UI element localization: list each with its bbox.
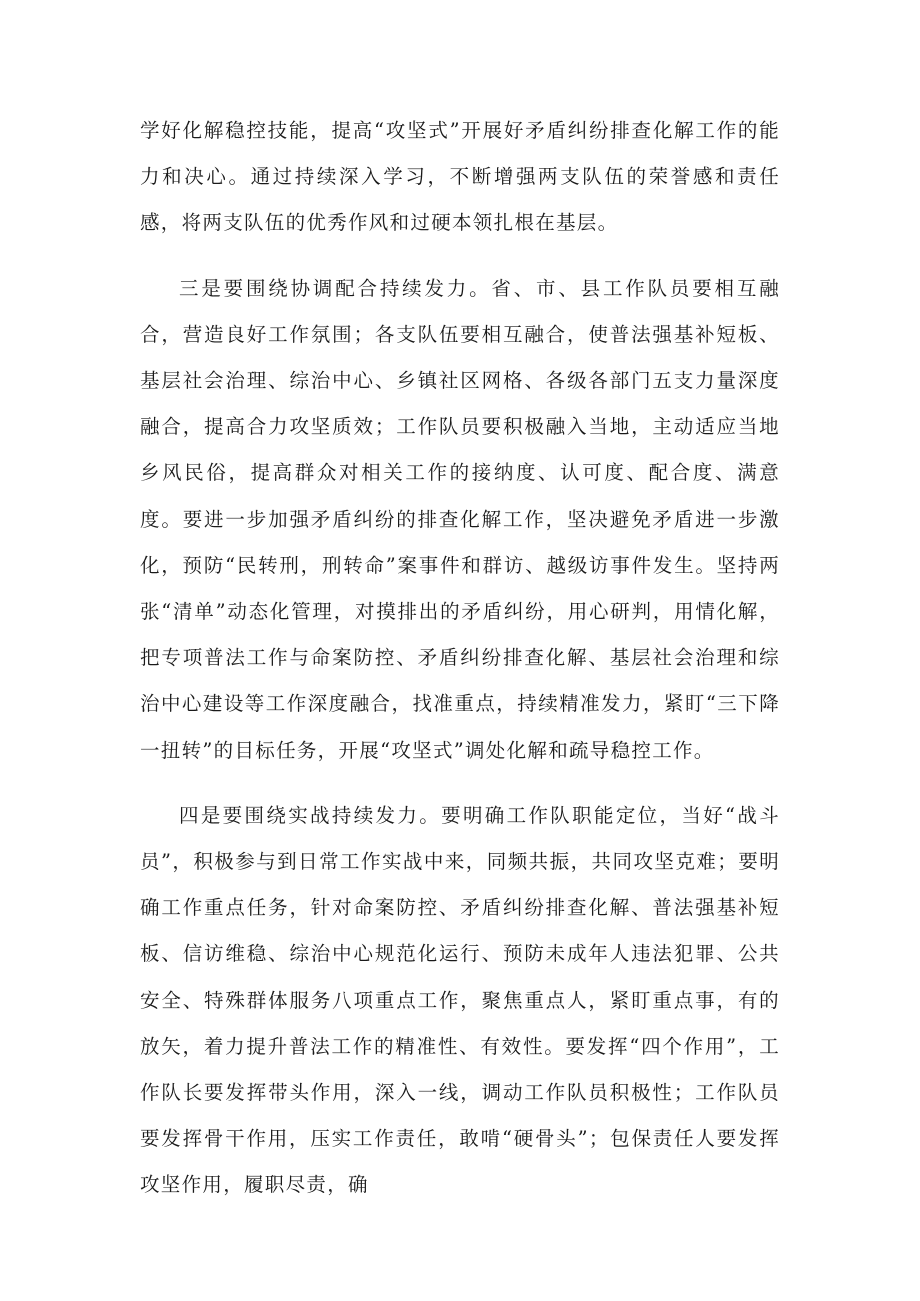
paragraph-point-three: 三是要围绕协调配合持续发力。省、市、县工作队员要相互融合，营造良好工作氛围；各支队伍要相互融合，使普法强基补短板、基层社会治理、综治中心、乡镇社区网格、各级各部门五支力量深度融合，提高合力攻坚质效；工作队员要积极融入当地，主动适应当地乡风民俗，提高群众对相关工作的接纳度、认可度、配合度、满意度。要进一步加强矛盾纠纷的排查化解工作，坚决避免矛盾进一步激化，预防“民转刑，刑转命”案事件和群访、越级访事件发生。坚持两张“清单”动态化管理，对摸排出的矛盾纠纷，用心研判，用情化解，把专项普法工作与命案防控、矛盾纠纷排查化解、基层社会治理和综治中心建设等工作深度融合，找准重点，持续精准发力，紧盯“三下降一扭转”的目标任务，开展“攻坚式”调处化解和疏导稳控工作。 (140, 276, 780, 762)
document-body (140, 108, 780, 1209)
paragraph-point-four: 四是要围绕实战持续发力。要明确工作队职能定位，当好“战斗员”，积极参与到日常工作实战中来，同频共振，共同攻坚克难；要明确工作重点任务，针对命案防控、矛盾纠纷排查化解、普法强基补短板、信访维稳、综治中心规范化运行、预防未成年人违法犯罪、公共安全、特殊群体服务八项重点工作，聚焦重点人，紧盯重点事，有的放矢，着力提升普法工作的精准性、有效性。要发挥“四个作用”，工作队长要发挥带头作用，深入一线，调动工作队员积极性；工作队员要发挥骨干作用，压实工作责任，敢啃“硬骨头”；包保责任人要发挥攻坚作用，履职尽责，确 (140, 803, 780, 1197)
paragraph-continuation: 学好化解稳控技能，提高“攻坚式”开展好矛盾纠纷排查化解工作的能力和决心。通过持续深入学习，不断增强两支队伍的荣誉感和责任感，将两支队伍的优秀作风和过硬本领扎根在基层。 (140, 119, 780, 235)
